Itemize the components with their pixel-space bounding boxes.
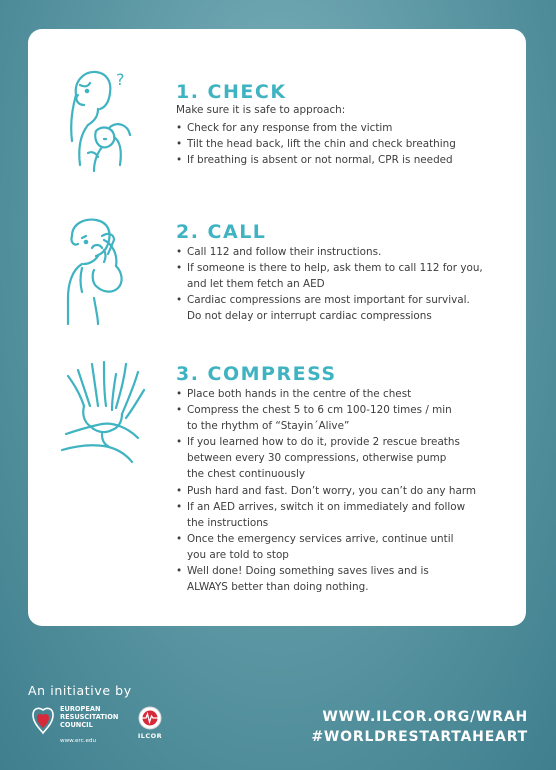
person-checking-victim-icon: [58, 65, 138, 173]
initiative-label: An initiative by: [28, 683, 132, 698]
list-item: • If an AED arrives, switch it on immediately and follow the instructions: [176, 499, 516, 531]
erc-heart-icon: [30, 707, 56, 737]
list-item: • Check for any response from the victim: [176, 120, 516, 136]
erc-name: EUROPEAN RESUSCITATION COUNCIL: [60, 705, 119, 729]
bullet-list: [176, 386, 516, 595]
list-item: • Tilt the head back, lift the chin and check breathing: [176, 136, 516, 152]
list-item: • Call 112 and follow their instructions.: [176, 244, 516, 260]
instruction-card: [28, 29, 526, 626]
svg-text:?: ?: [116, 70, 125, 89]
hashtag: #WORLDRESTARTAHEART: [311, 729, 528, 745]
campaign-links: [311, 707, 528, 747]
list-item: • Once the emergency services arrive, continue until you are told to stop: [176, 531, 516, 563]
section-heading: 2. CALL: [176, 221, 267, 243]
website-url[interactable]: WWW.ILCOR.ORG/WRAH: [322, 709, 528, 725]
list-item: • If breathing is absent or not normal, CPR is needed: [176, 152, 516, 168]
erc-logo: [30, 705, 130, 745]
section-intro: Make sure it is safe to approach:: [176, 104, 346, 116]
list-item: • Push hard and fast. Don’t worry, you can’t do any harm: [176, 483, 516, 499]
person-on-phone-icon: [58, 214, 138, 326]
ilcor-emblem-icon: [130, 706, 170, 732]
section-heading: 3. COMPRESS: [176, 363, 337, 385]
ilcor-name: ILCOR: [137, 732, 163, 740]
section-heading: 1. CHECK: [176, 81, 287, 103]
bullet-list: [176, 244, 516, 324]
ilcor-logo: [130, 706, 176, 746]
hands-compressing-icon: [58, 354, 150, 474]
list-item: • Well done! Doing something saves lives and is ALWAYS better than doing nothing.: [176, 563, 516, 595]
list-item: • Cardiac compressions are most important for survival. Do not delay or interrupt cardiac compressions: [176, 292, 516, 324]
list-item: • If someone is there to help, ask them to call 112 for you, and let them fetch an AED: [176, 260, 516, 292]
list-item: • Compress the chest 5 to 6 cm 100-120 times / min to the rhythm of “Stayin´Alive”: [176, 402, 516, 434]
bullet-list: [176, 120, 516, 168]
list-item: • If you learned how to do it, provide 2 rescue breaths between every 30 compressions, otherwise pump the chest continuously: [176, 434, 516, 482]
list-item: • Place both hands in the centre of the chest: [176, 386, 516, 402]
erc-url: www.erc.edu: [60, 738, 96, 744]
